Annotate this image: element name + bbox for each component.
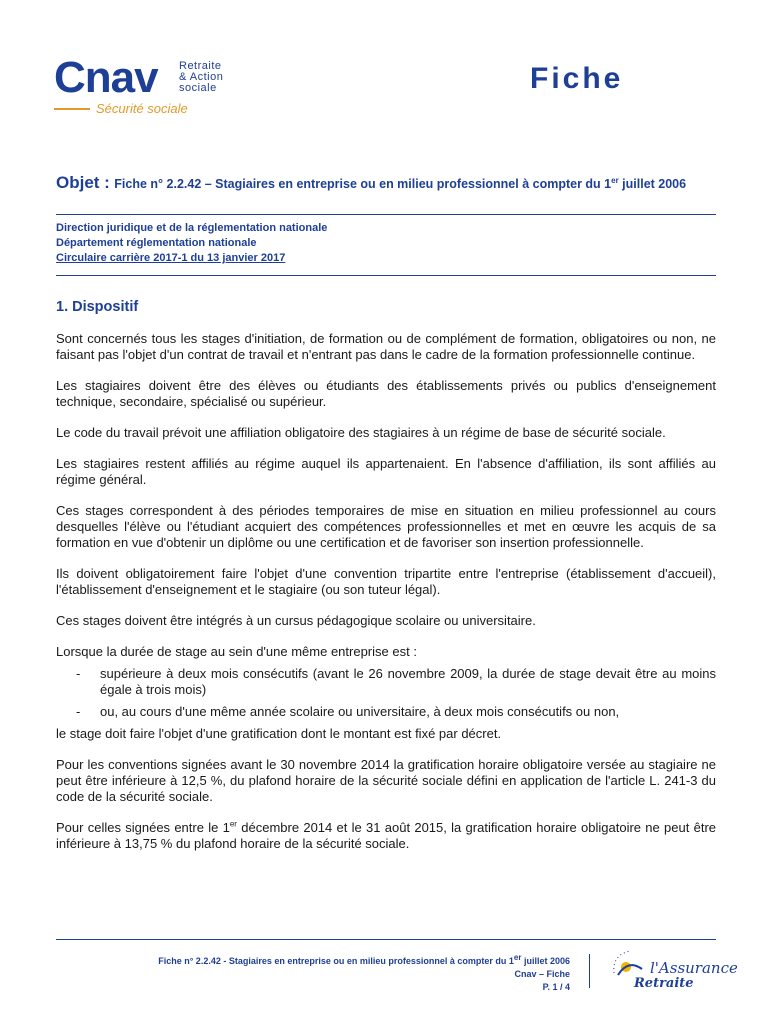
assurance-retraite-logo: l'Assurance Retraite [608, 945, 720, 993]
logo-tagline: Sécurité sociale [96, 101, 188, 116]
divider [56, 275, 716, 276]
footer-separator [589, 954, 590, 988]
paragraph: Pour celles signées entre le 1er décembre 2014 et le 31 août 2015, la gratification horaire obligatoire ne peut être inférieure à 13,75 % du plafond horaire de la sécurité sociale. [56, 819, 716, 851]
meta-direction: Direction juridique et de la réglementation nationale [56, 222, 328, 234]
paragraph: Pour les conventions signées avant le 30 novembre 2014 la gratification horaire obligatoire versée au stagiaire ne peut être inférieure à 12,5 %, du plafond horaire de la sécurité sociale défini en application de l'article L. 241-3 du code de la sécurité sociale. [56, 757, 716, 804]
paragraph: le stage doit faire l'objet d'une gratification dont le montant est fixé par décret. [56, 726, 502, 741]
page-footer [56, 955, 570, 994]
paragraph: Sont concernés tous les stages d'initiation, de formation ou de complément de formation, obligatoires ou non, ne faisant pas l'objet d'un contrat de travail et n'entrant pas dans le cadre de la formation professionnelle continue. [56, 331, 716, 362]
logo-subtitle: Retraite & Action sociale [179, 60, 224, 94]
footer-source: Cnav – Fiche [514, 969, 570, 979]
list-item: - supérieure à deux mois consécutifs (avant le 26 novembre 2009, la durée de stage devait être au moins égale à trois mois) [76, 666, 716, 697]
objet-text: Fiche n° 2.2.42 – Stagiaires en entreprise ou en milieu professionnel à compter du 1er juillet 2006 [114, 175, 687, 191]
logo-rule [54, 108, 90, 110]
page-number: P. 1 / 4 [542, 982, 570, 992]
paragraph: Les stagiaires restent affiliés au régime auquel ils appartenaient. En l'absence d'affiliation, ils sont affiliés au régime général. [56, 456, 716, 487]
paragraph: Ces stages doivent être intégrés à un cursus pédagogique scolaire ou universitaire. [56, 613, 536, 628]
logo-wordmark: Cnav [54, 53, 158, 102]
objet-heading [56, 173, 716, 194]
paragraph: Le code du travail prévoit une affiliation obligatoire des stagiaires à un régime de base de sécurité sociale. [56, 425, 666, 440]
section-title: 1. Dispositif [56, 299, 139, 315]
paragraph: Les stagiaires doivent être des élèves ou étudiants des établissements privés ou publics d'enseignement technique, secondaire, spécialisé ou supérieur. [56, 378, 716, 409]
meta-circular-link[interactable]: Circulaire carrière 2017-1 du 13 janvier 2017 [56, 252, 286, 264]
list-item: - ou, au cours d'une même année scolaire ou universitaire, à deux mois consécutifs ou non, [76, 704, 620, 719]
document-type-title: Fiche [530, 62, 624, 95]
meta-department: Département réglementation nationale [56, 237, 257, 249]
footer-title: Fiche n° 2.2.42 - Stagiaires en entreprise ou en milieu professionnel à compter du 1er juillet 2006 [158, 953, 570, 966]
cnav-logo [54, 53, 234, 116]
divider [56, 214, 716, 215]
paragraph: Lorsque la durée de stage au sein d'une même entreprise est : [56, 644, 417, 659]
footer-divider [56, 939, 716, 940]
paragraph: Ces stages correspondent à des périodes temporaires de mise en situation en milieu professionnel au cours desquelles l'élève ou l'étudiant acquiert des compétences professionnelles et met en œuvre les acquis de sa formation en vue d'obtenir un diplôme ou une certification et de favoriser son insertion professionnelle. [56, 503, 716, 550]
objet-label: Objet : [56, 173, 110, 192]
body-text [56, 331, 716, 867]
document-meta [56, 221, 327, 266]
paragraph: Ils doivent obligatoirement faire l'objet d'une convention tripartite entre l'entreprise (établissement d'accueil), l'établissement d'enseignement et le stagiaire (ou son tuteur légal). [56, 566, 716, 597]
bullet-list [56, 666, 716, 720]
